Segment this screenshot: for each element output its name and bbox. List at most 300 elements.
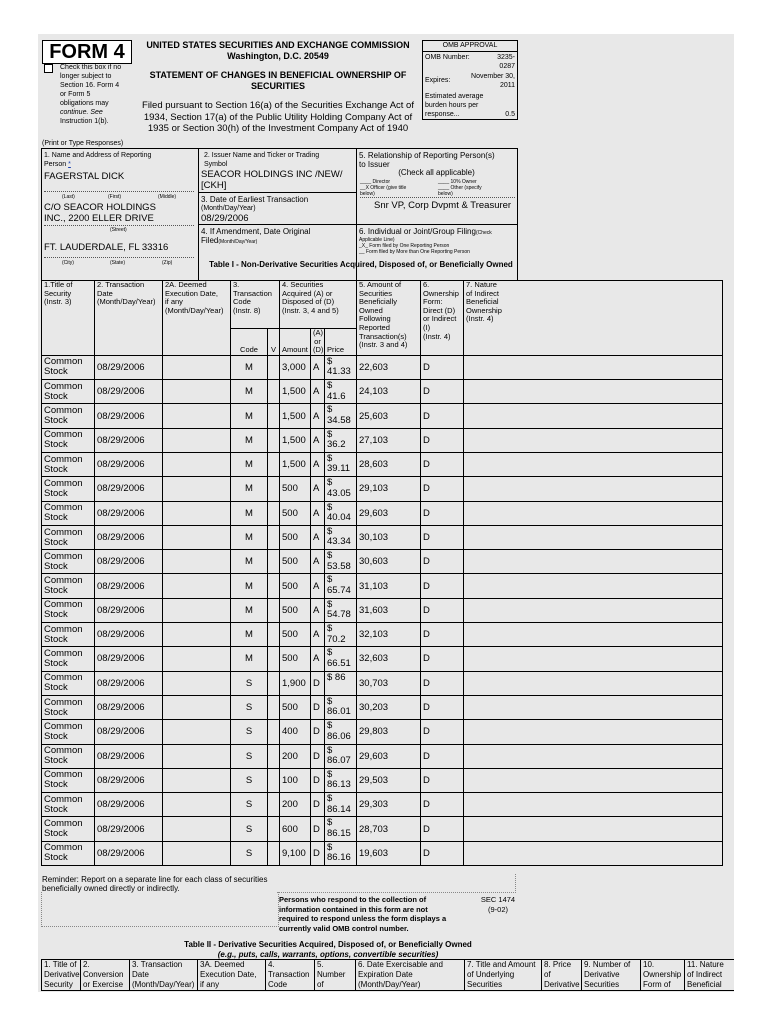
- cell-price: $ 41.6: [325, 380, 357, 404]
- cell-a-or-d: D: [311, 768, 325, 792]
- cell-code: S: [231, 720, 268, 744]
- cell-nature-indirect: [464, 695, 723, 719]
- cell-amount: 200: [280, 744, 311, 768]
- cell-code: M: [231, 550, 268, 574]
- cell-price: $ 70.2: [325, 623, 357, 647]
- cell-ownership-form: D: [421, 817, 464, 841]
- cell-code: S: [231, 768, 268, 792]
- cell-price: $ 40.04: [325, 501, 357, 525]
- table-row: [42, 525, 723, 549]
- cell-code: M: [231, 355, 268, 379]
- col-securities-acquired-disposed: 4. Securities Acquired (A) or Disposed of (D) (Instr. 3, 4 and 5): [280, 281, 357, 329]
- subcol-v: V: [268, 329, 280, 356]
- cell-nature-indirect: [464, 355, 723, 379]
- reporting-person-address: C/O SEACOR HOLDINGS INC., 2200 ELLER DRIVE: [44, 202, 156, 224]
- cell-deemed-date: [163, 452, 231, 476]
- cell-amount: 600: [280, 817, 311, 841]
- form-filed-by-one-option[interactable]: _X_ Form filed by One Reporting Person: [359, 243, 450, 249]
- joint-filing-applicable-line: Applicable Line): [359, 237, 395, 243]
- cell-date: 08/29/2006: [95, 477, 163, 501]
- table-row: [42, 623, 723, 647]
- col-ownership-form: 6. Ownership Form: Direct (D) or Indirect (I) (Instr. 4): [421, 281, 464, 356]
- cell-date: 08/29/2006: [95, 623, 163, 647]
- table-row: [42, 501, 723, 525]
- agency-location: Washington, D.C. 20549: [227, 51, 329, 61]
- cell-price: $ 86: [325, 671, 357, 695]
- cell-a-or-d: A: [311, 452, 325, 476]
- cell-code: M: [231, 501, 268, 525]
- table1-title: Table I - Non-Derivative Securities Acquired, Disposed of, or Beneficially Owned: [209, 260, 513, 269]
- cell-amount: 400: [280, 720, 311, 744]
- table-row: [42, 404, 723, 428]
- cell-title: Common Stock: [42, 525, 95, 549]
- cell-price: $ 39.11: [325, 452, 357, 476]
- cell-price: $ 65.74: [325, 574, 357, 598]
- cell-deemed-date: [163, 501, 231, 525]
- cell-amount-owned: 32,103: [357, 623, 421, 647]
- relationship-label: 5. Relationship of Reporting Person(s) to Issuer: [359, 151, 495, 169]
- officer-option[interactable]: __X Officer (give title: [360, 185, 407, 191]
- cell-deemed-date: [163, 744, 231, 768]
- cell-nature-indirect: [464, 817, 723, 841]
- cell-nature-indirect: [464, 477, 723, 501]
- cell-amount: 500: [280, 525, 311, 549]
- cell-ownership-form: D: [421, 380, 464, 404]
- cell-a-or-d: D: [311, 695, 325, 719]
- cell-v: [268, 404, 280, 428]
- amendment-label: 4. If Amendment, Date Original Filed(Month/Day/Year): [201, 227, 311, 245]
- cell-amount-owned: 28,603: [357, 452, 421, 476]
- form-filed-by-more-option[interactable]: __ Form filed by More than One Reporting Person: [359, 249, 470, 255]
- cell-deemed-date: [163, 841, 231, 865]
- cell-amount-owned: 31,103: [357, 574, 421, 598]
- table-row: [42, 355, 723, 379]
- col-title-of-security: 1.Title of Security (Instr. 3): [42, 281, 95, 356]
- cell-price: $ 86.06: [325, 720, 357, 744]
- cell-date: 08/29/2006: [95, 671, 163, 695]
- omb-expires-value: November 30, 2011: [471, 73, 515, 89]
- table-row: [42, 671, 723, 695]
- table-row: [42, 793, 723, 817]
- officer-title: Snr VP, Corp Dvpmt & Treasurer: [374, 200, 512, 211]
- omb-approval-title: OMB APPROVAL: [423, 41, 517, 52]
- cell-title: Common Stock: [42, 550, 95, 574]
- cell-price: $ 41.33: [325, 355, 357, 379]
- t2-col-transaction-date: 3. Transaction Date (Month/Day/Year): [130, 960, 198, 991]
- cell-title: Common Stock: [42, 744, 95, 768]
- cell-amount: 500: [280, 501, 311, 525]
- table-row: [42, 452, 723, 476]
- cell-amount-owned: 29,303: [357, 793, 421, 817]
- cell-v: [268, 355, 280, 379]
- cell-amount-owned: 31,603: [357, 598, 421, 622]
- cell-title: Common Stock: [42, 452, 95, 476]
- cell-ownership-form: D: [421, 720, 464, 744]
- table2-derivative: [41, 959, 734, 991]
- state-label: (State): [110, 260, 126, 266]
- issuer-ticker: [CKH]: [201, 180, 227, 191]
- cell-ownership-form: D: [421, 647, 464, 671]
- cell-code: S: [231, 817, 268, 841]
- cell-price: $ 86.01: [325, 695, 357, 719]
- cell-title: Common Stock: [42, 428, 95, 452]
- table-row: [42, 428, 723, 452]
- t2-col-conversion: 2. Conversion or Exercise: [81, 960, 130, 991]
- officer-below-note: below): [360, 191, 375, 197]
- cell-date: 08/29/2006: [95, 744, 163, 768]
- cell-nature-indirect: [464, 428, 723, 452]
- cell-deemed-date: [163, 695, 231, 719]
- cell-nature-indirect: [464, 671, 723, 695]
- earliest-transaction-label: 3. Date of Earliest Transaction (Month/Day/Year): [201, 195, 309, 212]
- cell-code: M: [231, 647, 268, 671]
- omb-number-value: 3235- 0287: [497, 54, 515, 70]
- cell-amount-owned: 30,203: [357, 695, 421, 719]
- cell-a-or-d: D: [311, 817, 325, 841]
- cell-title: Common Stock: [42, 671, 95, 695]
- t2-col-price: 8. Price of Derivative: [542, 960, 582, 991]
- cell-title: Common Stock: [42, 477, 95, 501]
- col-transaction-code: 3. Transaction Code (Instr. 8): [231, 281, 280, 329]
- cell-code: S: [231, 744, 268, 768]
- cell-ownership-form: D: [421, 598, 464, 622]
- cell-amount: 3,000: [280, 355, 311, 379]
- table-row: [42, 574, 723, 598]
- cell-nature-indirect: [464, 501, 723, 525]
- cell-ownership-form: D: [421, 525, 464, 549]
- cell-amount: 1,500: [280, 404, 311, 428]
- cell-price: $ 86.14: [325, 793, 357, 817]
- cell-ownership-form: D: [421, 671, 464, 695]
- col-amount-owned: 5. Amount of Securities Beneficially Owned Following Reported Transaction(s) (Instr. 3 and 4): [357, 281, 421, 356]
- cell-amount: 100: [280, 768, 311, 792]
- cell-date: 08/29/2006: [95, 647, 163, 671]
- cell-deemed-date: [163, 477, 231, 501]
- cell-price: $ 53.58: [325, 550, 357, 574]
- cell-amount: 200: [280, 793, 311, 817]
- table-row: [42, 380, 723, 404]
- cell-date: 08/29/2006: [95, 574, 163, 598]
- cell-a-or-d: A: [311, 598, 325, 622]
- cell-amount: 1,500: [280, 452, 311, 476]
- cell-deemed-date: [163, 793, 231, 817]
- cell-date: 08/29/2006: [95, 550, 163, 574]
- cell-ownership-form: D: [421, 695, 464, 719]
- cell-amount-owned: 30,703: [357, 671, 421, 695]
- cell-v: [268, 793, 280, 817]
- cell-ownership-form: D: [421, 574, 464, 598]
- cell-price: $ 86.15: [325, 817, 357, 841]
- t2-col-ownership-form: 10. Ownership Form of: [641, 960, 685, 991]
- cell-amount: 1,900: [280, 671, 311, 695]
- cell-deemed-date: [163, 671, 231, 695]
- cell-nature-indirect: [464, 744, 723, 768]
- cell-v: [268, 623, 280, 647]
- cell-nature-indirect: [464, 598, 723, 622]
- cell-v: [268, 477, 280, 501]
- cell-date: 08/29/2006: [95, 817, 163, 841]
- table-row: [42, 695, 723, 719]
- cell-amount: 500: [280, 477, 311, 501]
- cell-code: M: [231, 574, 268, 598]
- cell-nature-indirect: [464, 525, 723, 549]
- cell-a-or-d: D: [311, 793, 325, 817]
- subcol-code: Code: [231, 329, 268, 356]
- subcol-amount: Amount: [280, 329, 311, 356]
- cell-title: Common Stock: [42, 574, 95, 598]
- cell-amount: 500: [280, 574, 311, 598]
- cell-title: Common Stock: [42, 404, 95, 428]
- cell-code: S: [231, 793, 268, 817]
- cell-code: S: [231, 841, 268, 865]
- cell-amount-owned: 30,103: [357, 525, 421, 549]
- cell-nature-indirect: [464, 841, 723, 865]
- cell-date: 08/29/2006: [95, 380, 163, 404]
- reporting-person-label: 1. Name and Address of Reporting Person *: [44, 152, 152, 168]
- cell-amount-owned: 29,803: [357, 720, 421, 744]
- cell-nature-indirect: [464, 647, 723, 671]
- cell-nature-indirect: [464, 720, 723, 744]
- form-title: FORM 4: [42, 40, 132, 64]
- cell-code: M: [231, 598, 268, 622]
- cell-v: [268, 598, 280, 622]
- cell-ownership-form: D: [421, 623, 464, 647]
- middle-name-label: (Middle): [158, 194, 177, 200]
- cell-a-or-d: D: [311, 744, 325, 768]
- cell-a-or-d: A: [311, 428, 325, 452]
- table-row: [42, 744, 723, 768]
- cell-v: [268, 841, 280, 865]
- zip-label: (Zip): [162, 260, 173, 266]
- cell-code: M: [231, 452, 268, 476]
- cell-deemed-date: [163, 574, 231, 598]
- cell-title: Common Stock: [42, 817, 95, 841]
- cell-ownership-form: D: [421, 452, 464, 476]
- cell-v: [268, 768, 280, 792]
- cell-deemed-date: [163, 598, 231, 622]
- cell-date: 08/29/2006: [95, 501, 163, 525]
- cell-v: [268, 671, 280, 695]
- cell-code: S: [231, 671, 268, 695]
- cell-nature-indirect: [464, 404, 723, 428]
- agency-heading: [136, 40, 420, 62]
- cell-title: Common Stock: [42, 647, 95, 671]
- cell-v: [268, 452, 280, 476]
- cell-deemed-date: [163, 428, 231, 452]
- omb-approval-box: [422, 40, 518, 120]
- cell-title: Common Stock: [42, 841, 95, 865]
- table2-title: Table II - Derivative Securities Acquired, Disposed of, or Beneficially Owned (e.g., puts, calls, warrants, options, convertible securities): [184, 940, 472, 959]
- cell-nature-indirect: [464, 793, 723, 817]
- cell-title: Common Stock: [42, 380, 95, 404]
- cell-nature-indirect: [464, 452, 723, 476]
- cell-ownership-form: D: [421, 501, 464, 525]
- cell-amount-owned: 29,603: [357, 501, 421, 525]
- cell-date: 08/29/2006: [95, 695, 163, 719]
- cell-deemed-date: [163, 525, 231, 549]
- other-option[interactable]: ____ Other (specify: [438, 185, 482, 191]
- cell-v: [268, 647, 280, 671]
- cell-a-or-d: A: [311, 525, 325, 549]
- cell-date: 08/29/2006: [95, 428, 163, 452]
- cell-code: M: [231, 623, 268, 647]
- check-all-applicable: (Check all applicable): [398, 168, 475, 177]
- cell-amount-owned: 29,503: [357, 768, 421, 792]
- director-option[interactable]: ____ Director: [360, 179, 391, 185]
- asterisk-footnote-link[interactable]: *: [68, 161, 71, 168]
- cell-a-or-d: A: [311, 380, 325, 404]
- street-label: (Street): [110, 227, 127, 233]
- cell-deemed-date: [163, 355, 231, 379]
- omb-control-notice: Persons who respond to the collection of information contained in this form are not required to respond unless the form displays a currently valid OMB control number.: [279, 895, 447, 933]
- table-row: [42, 720, 723, 744]
- cell-ownership-form: D: [421, 477, 464, 501]
- cell-code: M: [231, 380, 268, 404]
- cell-nature-indirect: [464, 623, 723, 647]
- cell-a-or-d: A: [311, 355, 325, 379]
- issuer-name: SEACOR HOLDINGS INC /NEW/ [CKH]: [201, 169, 343, 191]
- cell-ownership-form: D: [421, 404, 464, 428]
- t2-col-title: 1. Title of Derivative Security: [42, 960, 81, 991]
- cell-a-or-d: D: [311, 720, 325, 744]
- omb-expires-label: Expires:: [425, 77, 451, 84]
- ten-percent-owner-option[interactable]: ____ 10% Owner: [438, 179, 477, 185]
- omb-number-label: OMB Number:: [425, 54, 470, 61]
- cell-v: [268, 744, 280, 768]
- cell-title: Common Stock: [42, 355, 95, 379]
- cell-nature-indirect: [464, 550, 723, 574]
- table1-non-derivative: [41, 280, 723, 866]
- no-longer-subject-checkbox[interactable]: [44, 64, 53, 73]
- col-nature-indirect: 7. Nature of Indirect Beneficial Ownership (Instr. 4): [464, 281, 723, 356]
- cell-ownership-form: D: [421, 793, 464, 817]
- city-label: (City): [62, 260, 74, 266]
- cell-v: [268, 695, 280, 719]
- first-name-label: (First): [108, 194, 122, 200]
- cell-price: $ 86.16: [325, 841, 357, 865]
- col-deemed-execution-date: 2A. Deemed Execution Date, if any (Month/Day/Year): [163, 281, 231, 356]
- cell-v: [268, 574, 280, 598]
- cell-amount-owned: 22,603: [357, 355, 421, 379]
- cell-date: 08/29/2006: [95, 720, 163, 744]
- cell-price: $ 43.05: [325, 477, 357, 501]
- cell-amount-owned: 19,603: [357, 841, 421, 865]
- t2-col-derivative-securities: 9. Number of Derivative Securities: [582, 960, 641, 991]
- cell-amount: 1,500: [280, 380, 311, 404]
- agency-name: UNITED STATES SECURITIES AND EXCHANGE COMMISSION: [146, 40, 410, 50]
- cell-date: 08/29/2006: [95, 355, 163, 379]
- cell-ownership-form: D: [421, 428, 464, 452]
- cell-a-or-d: A: [311, 623, 325, 647]
- form4-page: [38, 34, 734, 992]
- cell-code: M: [231, 404, 268, 428]
- cell-ownership-form: D: [421, 744, 464, 768]
- cell-deemed-date: [163, 647, 231, 671]
- cell-ownership-form: D: [421, 355, 464, 379]
- cell-code: M: [231, 525, 268, 549]
- cell-date: 08/29/2006: [95, 841, 163, 865]
- table-row: [42, 647, 723, 671]
- cell-code: M: [231, 477, 268, 501]
- cell-v: [268, 501, 280, 525]
- cell-title: Common Stock: [42, 768, 95, 792]
- table-row: [42, 598, 723, 622]
- t2-col-date-exercisable: 6. Date Exercisable and Expiration Date (Month/Day/Year): [356, 960, 465, 991]
- check-box-instructions: Check this box if no longer subject to Section 16. Form 4 or Form 5 obligations may continue. See Instruction 1(b).: [60, 64, 122, 125]
- cell-date: 08/29/2006: [95, 793, 163, 817]
- cell-date: 08/29/2006: [95, 768, 163, 792]
- cell-amount-owned: 25,603: [357, 404, 421, 428]
- t2-col-underlying: 7. Title and Amount of Underlying Securities: [465, 960, 542, 991]
- t2-col-transaction-code: 4. Transaction Code: [266, 960, 315, 991]
- print-or-type-note: (Print or Type Responses): [42, 140, 124, 147]
- table-row: [42, 841, 723, 865]
- reporting-person-city-state-zip: FT. LAUDERDALE, FL 33316: [44, 242, 169, 253]
- cell-price: $ 66.51: [325, 647, 357, 671]
- last-name-label: (Last): [62, 194, 75, 200]
- cell-a-or-d: A: [311, 574, 325, 598]
- sec-form-number: SEC 1474 (9-02): [480, 895, 516, 914]
- table-row: [42, 550, 723, 574]
- cell-title: Common Stock: [42, 501, 95, 525]
- cell-v: [268, 720, 280, 744]
- cell-price: $ 86.07: [325, 744, 357, 768]
- cell-deemed-date: [163, 768, 231, 792]
- cell-v: [268, 525, 280, 549]
- cell-a-or-d: A: [311, 404, 325, 428]
- cell-ownership-form: D: [421, 841, 464, 865]
- cell-amount-owned: 27,103: [357, 428, 421, 452]
- cell-v: [268, 380, 280, 404]
- cell-amount-owned: 29,103: [357, 477, 421, 501]
- cell-nature-indirect: [464, 768, 723, 792]
- cell-amount-owned: 28,703: [357, 817, 421, 841]
- cell-a-or-d: A: [311, 501, 325, 525]
- cell-price: $ 43.34: [325, 525, 357, 549]
- cell-deemed-date: [163, 550, 231, 574]
- cell-title: Common Stock: [42, 598, 95, 622]
- earliest-transaction-date: 08/29/2006: [201, 213, 249, 224]
- cell-amount: 500: [280, 550, 311, 574]
- cell-title: Common Stock: [42, 623, 95, 647]
- cell-price: $ 54.78: [325, 598, 357, 622]
- cell-amount-owned: 30,603: [357, 550, 421, 574]
- cell-amount-owned: 24,103: [357, 380, 421, 404]
- table-row: [42, 817, 723, 841]
- cell-ownership-form: D: [421, 550, 464, 574]
- cell-a-or-d: A: [311, 647, 325, 671]
- cell-amount: 1,500: [280, 428, 311, 452]
- t2-col-nature-indirect: 11. Nature of Indirect Beneficial: [685, 960, 735, 991]
- cell-date: 08/29/2006: [95, 525, 163, 549]
- cell-v: [268, 428, 280, 452]
- t2-col-number: 5. Number of: [315, 960, 356, 991]
- joint-filing-label: 6. Individual or Joint/Group Filing(Check: [359, 227, 492, 236]
- cell-amount-owned: 29,603: [357, 744, 421, 768]
- cell-amount: 9,100: [280, 841, 311, 865]
- cell-date: 08/29/2006: [95, 452, 163, 476]
- table-row: [42, 768, 723, 792]
- subcol-price: Price: [325, 329, 357, 356]
- table-row: [42, 477, 723, 501]
- cell-deemed-date: [163, 623, 231, 647]
- cell-title: Common Stock: [42, 793, 95, 817]
- t2-col-deemed-date: 3A. Deemed Execution Date, if any: [198, 960, 266, 991]
- cell-deemed-date: [163, 404, 231, 428]
- cell-deemed-date: [163, 720, 231, 744]
- subcol-a-or-d: (A) or (D): [311, 329, 325, 356]
- cell-ownership-form: D: [421, 768, 464, 792]
